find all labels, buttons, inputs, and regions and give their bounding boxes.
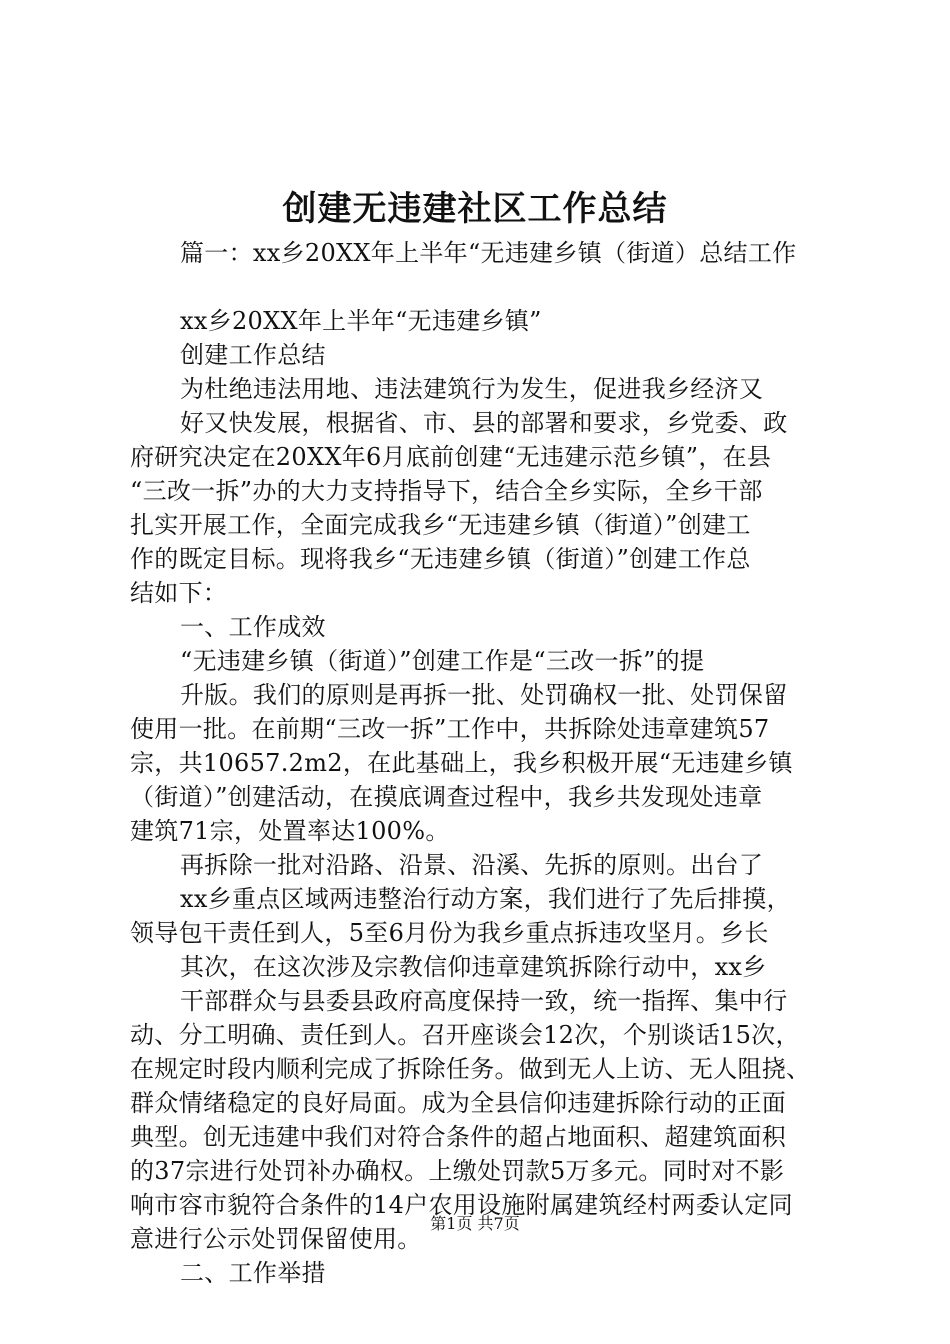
paragraph-line: 动、分工明确、责任到人。召开座谈会12次，个别谈话15次，: [130, 1021, 800, 1049]
paragraph-line: 为杜绝违法用地、违法建筑行为发生，促进我乡经济又: [180, 375, 764, 403]
paragraph-line: 的37宗进行处罚补办确权。上缴处罚款5万多元。同时对不影: [130, 1157, 785, 1185]
section-heading: 二、工作举措: [180, 1259, 326, 1287]
paragraph-line: 在规定时段内顺利完成了拆除任务。做到无人上访、无人阻挠、: [130, 1055, 811, 1083]
paragraph-line: 典型。创无违建中我们对符合条件的超占地面积、超建筑面积: [130, 1123, 787, 1151]
paragraph-line: 宗，共10657.2m2，在此基础上，我乡积极开展“无违建乡镇: [130, 749, 793, 777]
paragraph-line: “无违建乡镇（街道）”创建工作是“三改一拆”的提: [180, 647, 705, 675]
paragraph-line: 领导包干责任到人，5至6月份为我乡重点拆违攻坚月。乡长: [130, 919, 769, 947]
paragraph-line: 响市容市貌符合条件的14户农用设施附属建筑经村两委认定同: [130, 1191, 793, 1219]
subtitle-line: xx乡20XX年上半年“无违建乡镇”: [180, 307, 542, 335]
paragraph-line: （街道）”创建活动，在摸底调查过程中，我乡共发现处违章: [130, 783, 763, 811]
paragraph-line: 意进行公示处罚保留使用。: [130, 1225, 422, 1253]
paragraph-line: 升版。我们的原则是再拆一批、处罚确权一批、处罚保留: [180, 681, 788, 709]
paragraph-line: 扎实开展工作，全面完成我乡“无违建乡镇（街道）”创建工: [130, 511, 751, 539]
paragraph-line: 使用一批。在前期“三改一拆”工作中，共拆除处违章建筑57: [130, 715, 770, 743]
paragraph-line: 再拆除一批对沿路、沿景、沿溪、先拆的原则。出台了: [180, 851, 764, 879]
paragraph-line: “三改一拆”办的大力支持指导下，结合全乡实际，全乡干部: [130, 477, 763, 505]
paragraph-line: 建筑71宗，处置率达100%。: [130, 817, 450, 845]
page-number: 第1页 共7页: [430, 1214, 520, 1233]
paragraph-line: 群众情绪稳定的良好局面。成为全县信仰违建拆除行动的正面: [130, 1089, 787, 1117]
paragraph-line: xx乡重点区域两违整治行动方案，我们进行了先后排摸，: [180, 885, 791, 913]
paragraph-line: 好又快发展，根据省、市、县的部署和要求，乡党委、政: [180, 409, 788, 437]
paragraph-line: 其次，在这次涉及宗教信仰违章建筑拆除行动中，xx乡: [180, 953, 767, 981]
blank-line: [130, 270, 840, 304]
section-heading: 篇一：xx乡20XX年上半年“无违建乡镇（街道）总结工作: [180, 239, 797, 267]
paragraph-line: 结如下：: [130, 579, 228, 607]
paragraph-line: 干部群众与县委县政府高度保持一致，统一指挥、集中行: [180, 987, 788, 1015]
document-body: [130, 236, 840, 1290]
section-heading: 一、工作成效: [180, 613, 326, 641]
document-title: 创建无违建社区工作总结: [282, 189, 668, 229]
subtitle-line: 创建工作总结: [180, 341, 326, 369]
paragraph-line: 作的既定目标。现将我乡“无违建乡镇（街道）”创建工作总: [130, 545, 751, 573]
paragraph-line: 府研究决定在20XX年6月底前创建“无违建示范乡镇”，在县: [130, 443, 772, 471]
